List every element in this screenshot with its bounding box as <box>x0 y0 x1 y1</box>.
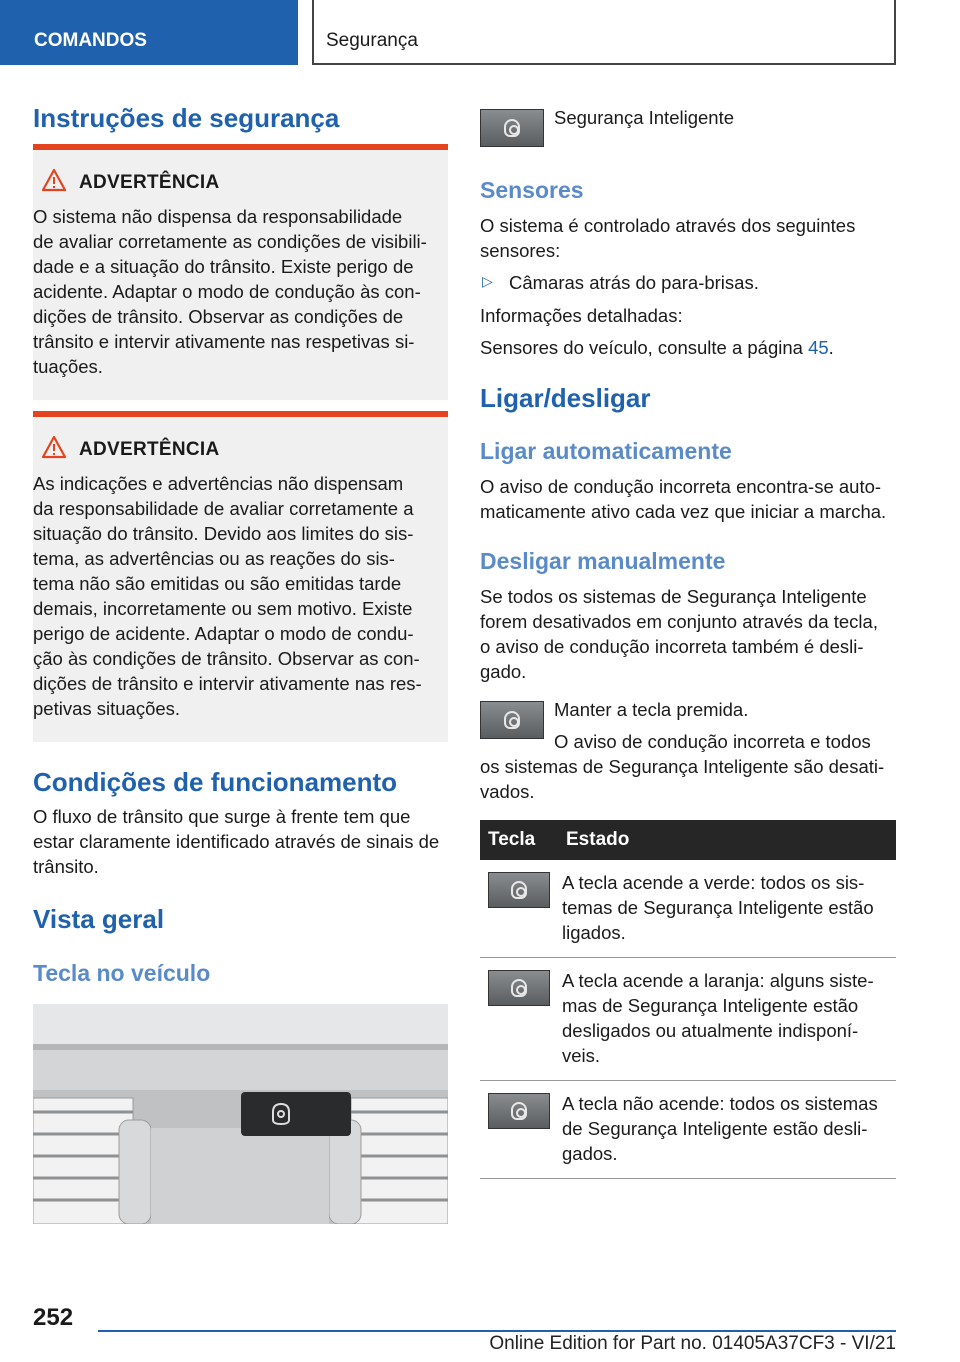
sensors-text: O sistema é controlado através dos seguintes sensores: <box>480 215 856 261</box>
intelligent-safety-button-image <box>480 109 544 147</box>
table-row <box>480 860 896 958</box>
page-link[interactable]: 45 <box>808 337 829 358</box>
warning-title: ADVERTÊNCIA <box>79 439 220 460</box>
warning-text: O sistema não dispensa da responsabilidade de avaliar corretamente as condições de visibili- dade e a situação do trânsito. Existe perigo de acidente. Adaptar o modo de condução às con- dições de trânsito. Observar as condições de trânsito e intervir ativamente nas respetivas si- tuações. <box>33 206 427 377</box>
detail-reference: Sensores do veículo, consulte a página 45. <box>480 337 834 358</box>
warning-text: As indicações e advertências não dispensam da responsabilidade de avaliar corretamente a situação do trânsito. Devido aos limites do sis- tema, as advertências ou as reações do sis- tema não são emitidas ou são emitidas tarde demais, incorretamente ou sem motivo. Existe perigo de acidente. Adaptar o modo de condu- ção às condições de trânsito. Observar as con- dições de trânsito e intervir ativamente nas res- petivas situações. <box>33 473 422 719</box>
key-off-image <box>488 1093 550 1129</box>
detail-label: Informações detalhadas: <box>480 305 683 326</box>
table-header-status: Estado <box>558 820 896 860</box>
footer-divider <box>98 1330 896 1332</box>
heading-sensors: Sensores <box>480 177 584 203</box>
hold-result-line-1: O aviso de condução incorreta e todos <box>554 731 871 752</box>
page-number: 252 <box>33 1304 74 1331</box>
auto-on-text: O aviso de condução incorreta encontra-se auto- maticamente ativo cada vez que iniciar a marcha. <box>480 476 887 522</box>
heading-on-off: Ligar/desligar <box>480 383 651 413</box>
warning-box-2 <box>33 411 448 742</box>
heading-manual-off: Desligar manualmente <box>480 548 726 574</box>
table-row <box>480 1081 896 1179</box>
status-text: A tecla acende a laranja: alguns siste- mas de Segurança Inteligente estão desligados ou atualmente indisponí- veis. <box>558 958 896 1081</box>
conditions-text: O fluxo de trânsito que surge à frente tem que estar claramente identificado através de sinais de trânsito. <box>33 806 440 877</box>
warning-box-1 <box>33 144 448 400</box>
heading-auto-on: Ligar automaticamente <box>480 438 732 464</box>
manual-off-text: Se todos os sistemas de Segurança Inteligente forem desativados em conjunto através da tecla, o aviso de condução incorreta também é desli- gado. <box>480 586 878 682</box>
chapter-tab[interactable]: COMANDOS <box>0 0 298 65</box>
edition-note: Online Edition for Part no. 01405A37CF3 - VI/21 <box>489 1333 896 1354</box>
key-green-image <box>488 872 550 908</box>
table-header-key: Tecla <box>480 820 558 860</box>
safety-shield-icon <box>511 979 527 997</box>
status-text: A tecla não acende: todos os sistemas de Segurança Inteligente estão desli- gados. <box>558 1081 896 1179</box>
page-header <box>0 0 960 68</box>
hold-result-rest: os sistemas de Segurança Inteligente são desati- vados. <box>480 756 885 802</box>
vehicle-button-photo <box>33 1004 448 1224</box>
key-orange-image <box>488 970 550 1006</box>
intelligent-safety-button-image <box>480 701 544 739</box>
warning-triangle-icon <box>41 168 67 192</box>
safety-shield-icon <box>511 1102 527 1120</box>
safety-shield-icon <box>511 881 527 899</box>
sensor-bullet-item: Câmaras atrás do para-brisas. <box>509 272 759 293</box>
heading-safety-instructions: Instruções de segurança <box>33 103 340 133</box>
bullet-triangle-icon: ▷ <box>482 273 493 289</box>
status-text: A tecla acende a verde: todos os sis- temas de Segurança Inteligente estão ligados. <box>558 860 896 958</box>
warning-triangle-icon <box>41 435 67 459</box>
button-caption: Segurança Inteligente <box>554 107 734 128</box>
warning-title: ADVERTÊNCIA <box>79 172 220 193</box>
table-row <box>480 958 896 1081</box>
key-status-table <box>480 820 896 1179</box>
section-tab: Segurança <box>312 0 896 65</box>
safety-shield-icon <box>504 119 520 137</box>
heading-button-in-vehicle: Tecla no veículo <box>33 960 211 986</box>
heading-overview: Vista geral <box>33 904 165 934</box>
dashboard-illustration <box>33 1004 448 1224</box>
hold-key-step: Manter a tecla premida. <box>554 699 749 720</box>
heading-operating-conditions: Condições de funcionamento <box>33 767 398 797</box>
safety-shield-icon <box>504 711 520 729</box>
